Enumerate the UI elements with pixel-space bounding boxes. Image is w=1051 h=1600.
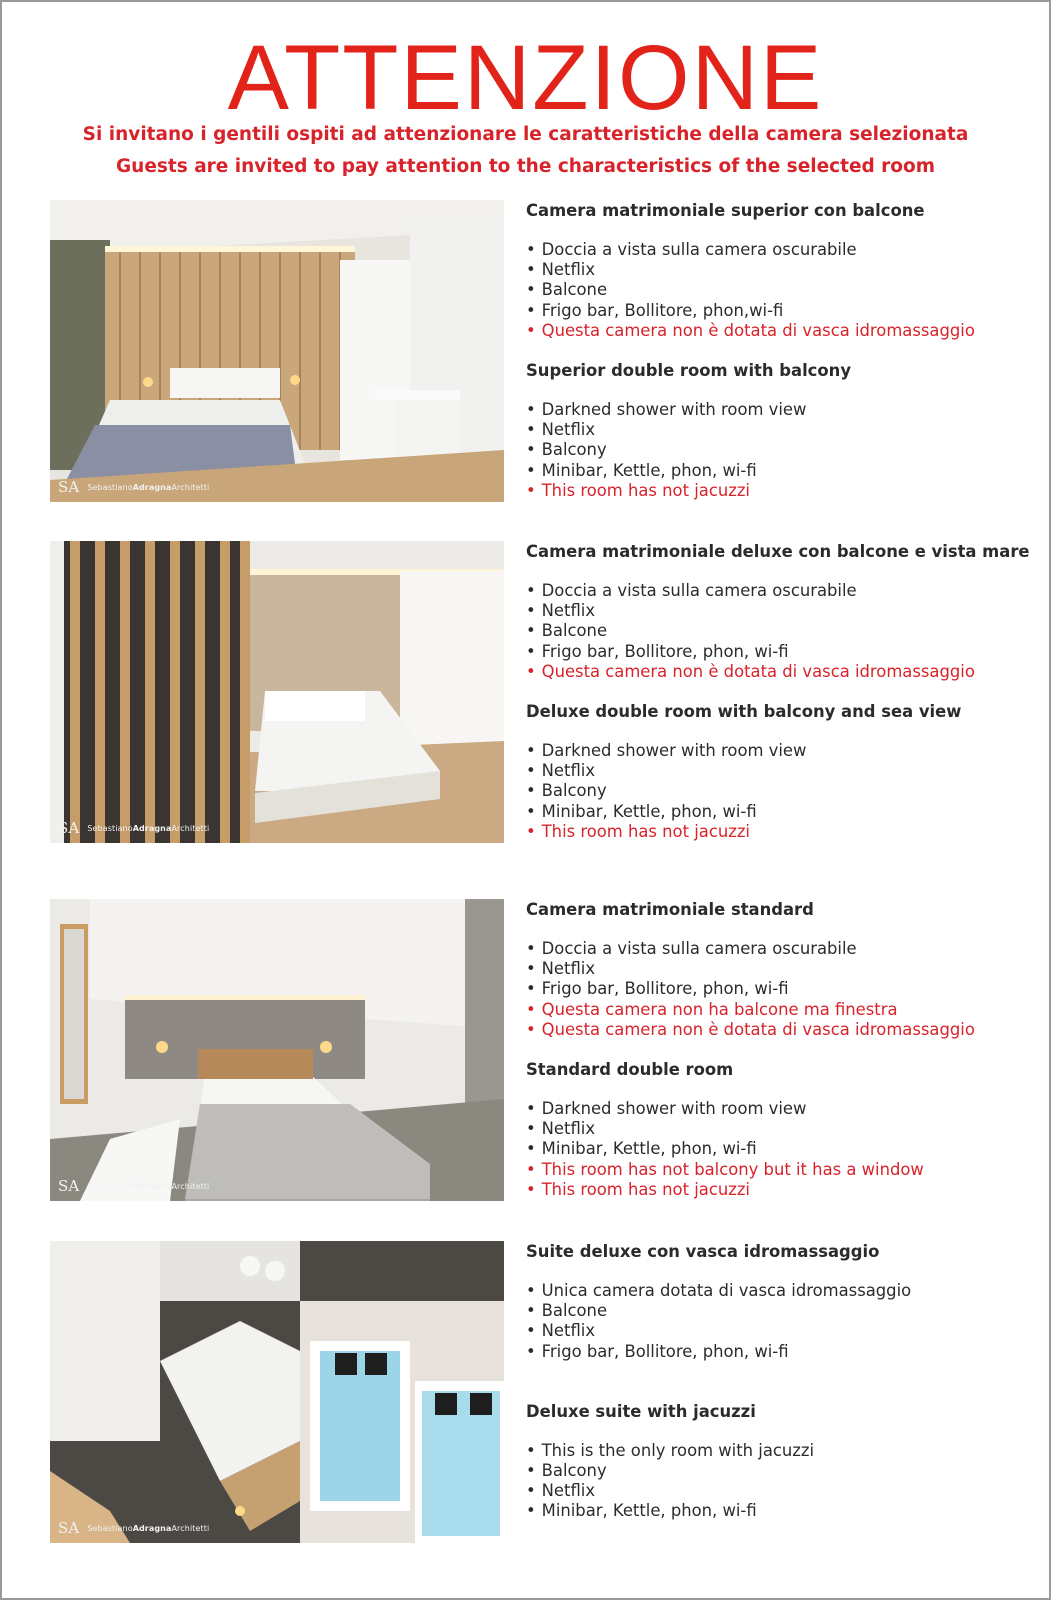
room-heading-it: Camera matrimoniale standard [526, 900, 814, 919]
room-info [526, 200, 1016, 501]
feature-item: • Netflix [526, 420, 1016, 440]
feature-list-it [526, 939, 1016, 1040]
warning-item: • Questa camera non è dotata di vasca idromassaggio [526, 662, 1016, 682]
italian-block [526, 541, 1030, 682]
room-photo [50, 899, 504, 1201]
room-heading-it: Suite deluxe con vasca idromassaggio [526, 1242, 880, 1261]
english-block [526, 360, 1016, 501]
feature-item: • Netflix [526, 761, 1016, 781]
photo-credit: SA SebastianoAdragnaArchitetti [58, 819, 210, 837]
feature-list-it [526, 581, 1016, 682]
feature-item: • Doccia a vista sulla camera oscurabile [526, 939, 1016, 959]
feature-item: • Balcone [526, 280, 1016, 300]
subtitle-english: Guests are invited to pay attention to the characteristics of the selected room [115, 156, 935, 177]
warning-item: • This room has not jacuzzi [526, 1180, 1016, 1200]
warning-item: • This room has not balcony but it has a window [526, 1160, 1016, 1180]
feature-item: • Balcone [526, 1301, 1016, 1321]
room-photo [50, 1241, 504, 1543]
room-heading-it: Camera matrimoniale deluxe con balcone e vista mare [526, 542, 1030, 561]
feature-item: • Minibar, Kettle, phon, wi-fi [526, 1139, 1016, 1159]
room-info [526, 541, 1030, 842]
feature-list-en [526, 741, 1016, 842]
feature-item: • Netflix [526, 1119, 1016, 1139]
feature-item: • Balcony [526, 440, 1016, 460]
feature-item: • Minibar, Kettle, phon, wi-fi [526, 461, 1016, 481]
room-heading-en: Superior double room with balcony [526, 361, 852, 381]
room-info [526, 1241, 1016, 1522]
feature-item: • Darkned shower with room view [526, 741, 1016, 761]
feature-item: • Darkned shower with room view [526, 1099, 1016, 1119]
warning-item: • Questa camera non è dotata di vasca idromassaggio [526, 1020, 1016, 1040]
feature-list-en [526, 1441, 1016, 1522]
feature-list-en [526, 400, 1016, 501]
feature-item: • Balcony [526, 781, 1016, 801]
feature-item: • Netflix [526, 959, 1016, 979]
feature-item: • Frigo bar, Bollitore, phon, wi-fi [526, 979, 1016, 999]
feature-item: • This is the only room with jacuzzi [526, 1441, 1016, 1461]
feature-list-it [526, 1281, 1016, 1362]
feature-item: • Minibar, Kettle, phon, wi-fi [526, 1501, 1016, 1521]
page-title: ATTENZIONE [227, 27, 824, 129]
room-info [526, 899, 1016, 1200]
italian-block [526, 200, 1016, 341]
english-block [526, 1401, 1016, 1522]
english-block [526, 701, 1016, 842]
english-block [526, 1059, 1016, 1200]
photo-credit: SA SebastianoAdragnaArchitetti [58, 1177, 210, 1195]
warning-item: • Questa camera non è dotata di vasca idromassaggio [526, 321, 1016, 341]
feature-item: • Frigo bar, Bollitore, phon, wi-fi [526, 642, 1016, 662]
feature-list-en [526, 1099, 1016, 1200]
warning-item: • Questa camera non ha balcone ma finestra [526, 1000, 1016, 1020]
feature-item: • Netflix [526, 1321, 1016, 1341]
warning-item: • This room has not jacuzzi [526, 822, 1016, 842]
feature-item: • Frigo bar, Bollitore, phon, wi-fi [526, 1342, 1016, 1362]
feature-item: • Frigo bar, Bollitore, phon,wi-fi [526, 301, 1016, 321]
feature-list-it [526, 240, 1016, 341]
room-photo [50, 200, 504, 502]
warning-item: • This room has not jacuzzi [526, 481, 1016, 501]
feature-item: • Unica camera dotata di vasca idromassaggio [526, 1281, 1016, 1301]
room-heading-en: Deluxe suite with jacuzzi [526, 1401, 756, 1421]
feature-item: • Netflix [526, 601, 1016, 621]
feature-item: • Doccia a vista sulla camera oscurabile [526, 581, 1016, 601]
room-heading-en: Deluxe double room with balcony and sea view [526, 702, 962, 722]
room-heading-en: Standard double room [526, 1060, 734, 1080]
subtitle-italian: Si invitano i gentili ospiti ad attenzionare le caratteristiche della camera selezionata [82, 124, 969, 145]
feature-item: • Balcone [526, 621, 1016, 641]
room-photo [50, 541, 504, 843]
feature-item: • Minibar, Kettle, phon, wi-fi [526, 802, 1016, 822]
photo-credit: SA SebastianoAdragnaArchitetti [58, 478, 210, 496]
italian-block [526, 1241, 1016, 1362]
italian-block [526, 899, 1016, 1040]
feature-item: • Doccia a vista sulla camera oscurabile [526, 240, 1016, 260]
feature-item: • Netflix [526, 260, 1016, 280]
room-heading-it: Camera matrimoniale superior con balcone [526, 201, 925, 220]
feature-item: • Netflix [526, 1481, 1016, 1501]
photo-credit: SA SebastianoAdragnaArchitetti [58, 1519, 210, 1537]
feature-item: • Balcony [526, 1461, 1016, 1481]
feature-item: • Darkned shower with room view [526, 400, 1016, 420]
